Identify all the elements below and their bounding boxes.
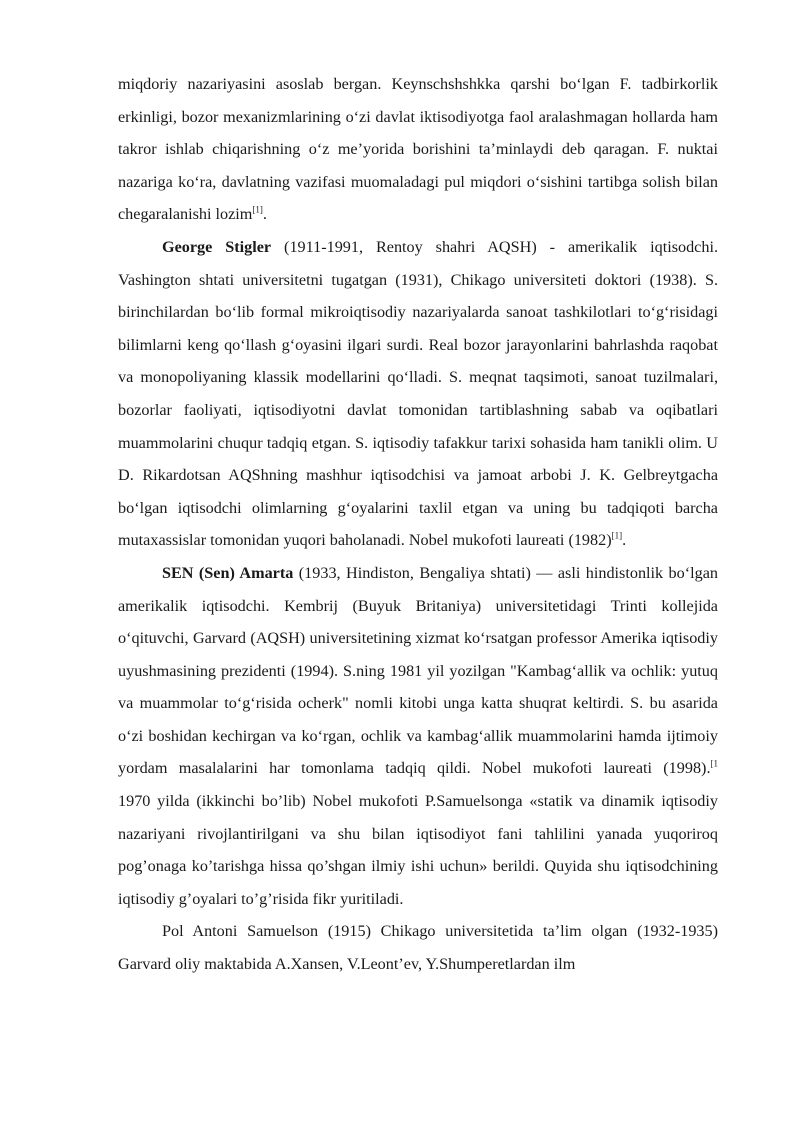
paragraph-samuelson-bio xyxy=(118,915,718,980)
paragraph-friedman-continued xyxy=(118,68,718,231)
paragraph-end: . xyxy=(622,531,627,550)
footnote-ref[interactable]: [1] xyxy=(252,204,263,215)
paragraph-end: . xyxy=(262,205,267,224)
paragraph-text: miqdoriy nazariyasini asoslab bergan. Keynschshshkka qarshi bo‘lgan F. tadbirkorlik erkinligi, bozor mexanizmlarining o‘zi davlat iktisodiyotga faol aralashmagan hollarda ham takror ishlab chiqarishning o‘z me’yorida borishini ta’minlaydi deb qaragan. F. nuktai nazariga ko‘ra, davlatning vazifasi muomaladagi pul miqdori o‘sishini tartibga solish bilan chegaralanishi lozim xyxy=(118,75,718,224)
person-name-stigler: George Stigler xyxy=(162,237,272,256)
paragraph-text: (1933, Hindiston, Bengaliya shtati) — asli hindistonlik bo‘lgan amerikalik iqtisodchi. Kembrij (Buyuk Britaniya) universitetidagi Trinti kollejida o‘qituvchi, Garvard (AQSH) universitetining xizmat ko‘rsatgan professor Amerika iqtisodiy uyushmasining prezidenti (1994). S.ning 1981 yil yozilgan "Kambag‘allik va ochlik: yutuq va muammolar to‘g‘risida ocherk" nomli kitobi unga katta shuqrat keltirdi. S. bu asarida o‘zi boshidan kechirgan va ko‘rgan, ochlik va kambag‘allik muammolarini hamda ijtimoiy yordam masalalarini har tomonlama tadqiq qildi. Nobel mukofoti laureati (1998). xyxy=(118,563,718,778)
paragraph-sen xyxy=(118,557,718,785)
person-name-sen: SEN (Sen) Amarta xyxy=(162,563,294,582)
paragraph-text: 1970 yilda (ikkinchi bo’lib) Nobel mukofoti P.Samuelsonga «statik va dinamik iqtisodiy nazariyani rivojlantirilgani va shu bilan iqtisodiyot fani tahlilini yanada yuqoriroq pog’onaga ko’tarishga hissa qo’shgan ilmiy ishi uchun» berildi. Quyida shu iqtisodchining iqtisodiy g’oyalari to’g’risida fikr yuritiladi. xyxy=(118,792,718,908)
footnote-ref[interactable]: [1] xyxy=(611,530,623,541)
paragraph-stigler xyxy=(118,231,718,557)
footnote-ref[interactable]: [1 xyxy=(710,759,718,770)
paragraph-text: Pol Antoni Samuelson (1915) Chikago universitetida ta’lim olgan (1932-1935) Garvard oliy maktabida A.Xansen, V.Leont’ev, Y.Shumperetlardan ilm xyxy=(118,922,718,974)
paragraph-text: (1911-1991, Rentoy shahri AQSH) - amerikalik iqtisodchi. Vashington shtati universitetni tugatgan (1931), Chikago universiteti doktori (1938). S. birinchilardan bo‘lib formal mikroiqtisodiy nazariyalarda sanoat tashkilotlari to‘g‘risidagi bilimlarni keng qo‘llash g‘oyasini ilgari surdi. Real bozor jarayonlarini bahrlashda raqobat va monopoliyaning klassik modellarini qo‘lladi. S. meqnat taqsimoti, sanoat tuzilmalari, bozorlar faoliyati, iqtisodiyotni davlat tomonidan tartiblashning sabab va oqibatlari muammolarini chuqur tadqiq etgan. S. iqtisodiy tafakkur tarixi sohasida ham tanikli olim. U D. Rikardotsan AQShning mashhur iqtisodchisi va jamoat arbobi J. K. Gelbreytgacha bo‘lgan iqtisodchi olimlarning g‘oyalarini taxlil etgan va uning bu tadqiqoti barcha mutaxassislar tomonidan yuqori baholanadi. Nobel mukofoti laureati (1982) xyxy=(118,237,719,550)
paragraph-samuelson-nobel xyxy=(118,785,718,915)
